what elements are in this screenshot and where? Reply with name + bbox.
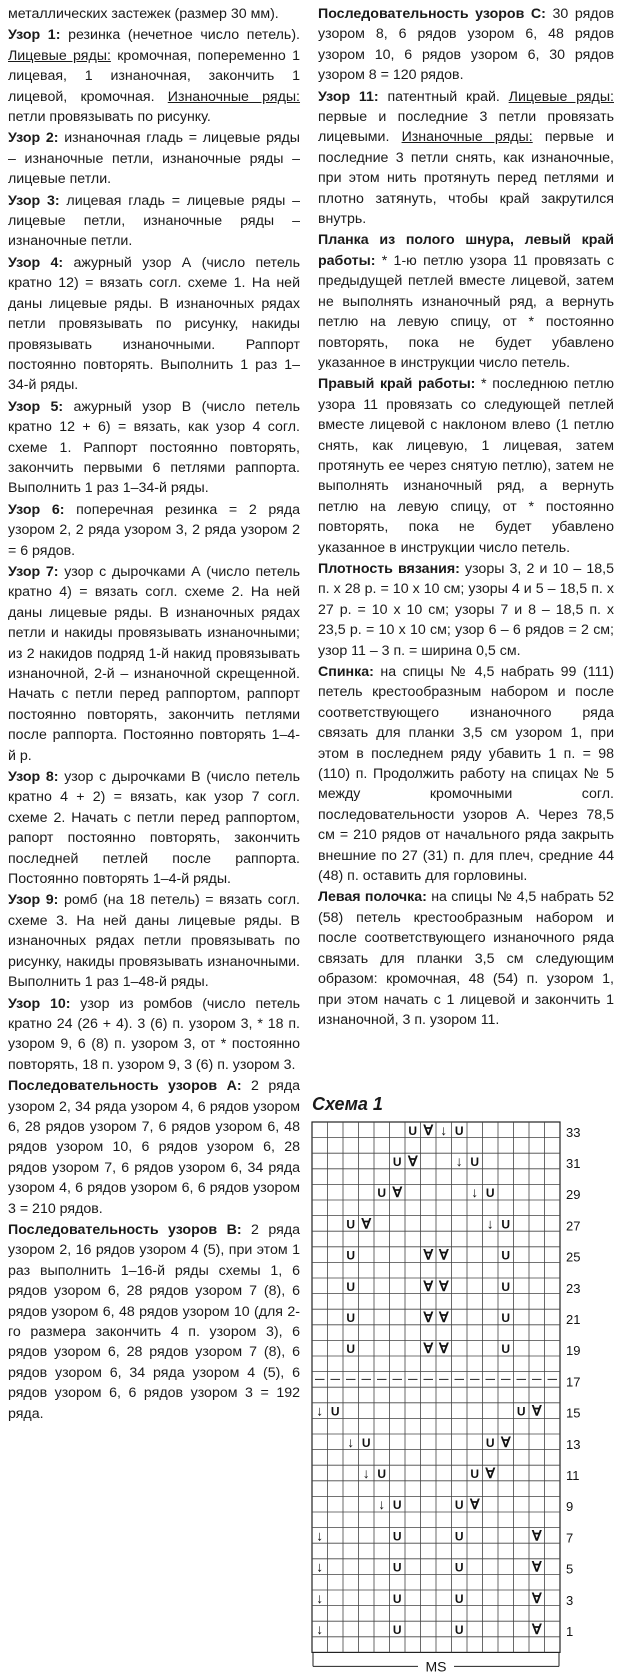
paragraph-text: на спицы № 4,5 набрать 99 (111) петель крестообразным набором и после соответствующего изнаночного ряда связать для планки 3,5 см узором 1, при этом в последнем ряду убавить 1 п. = 98 (110) п. Продолжить работу на спицах № 5 между кромочными согл. последовательности узоров А. Через 78,5 см = 210 рядов от начального ряда закрыть внешние по 27 (31) п. для плеч, средние 44 (48) п. оставить для горловины.	[318, 664, 614, 885]
double-yarn-symbol: ∀	[531, 1558, 542, 1575]
yarn-over-symbol: U	[501, 1279, 511, 1294]
double-yarn-symbol: ∀	[361, 1215, 372, 1232]
row-number-label: 21	[566, 1312, 581, 1328]
row-number-label: 11	[566, 1468, 580, 1484]
yarn-over-symbol: U	[454, 1591, 464, 1606]
decrease-symbol: ↓	[316, 1620, 324, 1637]
double-yarn-symbol: ∀	[531, 1527, 542, 1544]
paragraph-text: изнаночная гладь = лицевые ряды – изнаночные петли, изнаночные ряды – лицевые петли.	[8, 130, 300, 188]
row-number-label: 9	[566, 1499, 574, 1515]
paragraph-text: узор с дырочками В (число петель кратно 4 + 2) = вязать, как узор 7 согл. схеме 2. Начать с петли перед раппортом, рапорт постоянно повторять, закончить последней петлей после раппорта. Постоянно повторять 1–4-й ряды.	[8, 769, 300, 888]
yarn-over-symbol: U	[501, 1310, 511, 1325]
yarn-over-symbol: U	[392, 1529, 402, 1544]
paragraph-heading: Последовательность узоров В:	[8, 1221, 242, 1238]
decrease-symbol: ↓	[378, 1496, 386, 1513]
row-number-label: 29	[566, 1187, 581, 1203]
paragraph-heading: Правый край работы:	[318, 376, 476, 393]
paragraph	[8, 128, 300, 189]
paragraph	[8, 767, 300, 889]
paragraph	[8, 4, 300, 24]
row-number-label: 25	[566, 1249, 581, 1265]
paragraph-heading: Узор 6:	[8, 501, 65, 518]
yarn-over-symbol: U	[516, 1404, 526, 1419]
paragraph	[318, 4, 614, 86]
yarn-over-symbol: U	[346, 1310, 356, 1325]
paragraph-text: металлических застежек (размер 30 мм).	[8, 6, 279, 22]
paragraph	[8, 25, 300, 127]
paragraph-text: поперечная резинка = 2 ряда узором 2, 2 ряда узором 3, 2 ряда узором 2 = 6 рядов.	[8, 501, 300, 559]
double-yarn-symbol: ∀	[485, 1464, 496, 1481]
yarn-over-symbol: U	[377, 1186, 387, 1201]
paragraph-text: резинка (нечетное число петель).	[60, 27, 300, 44]
right-column	[318, 4, 614, 1031]
paragraph-text: узоры 3, 2 и 10 – 18,5 п. x 28 р. = 10 x 10 см; узоры 4 и 5 – 18,5 п. x 27 р. = 10 x 10 см; узоры 7 и 8 – 18,5 п. x 23,5 р. = 10 x 10 см; узор 6 – 6 рядов = 2 см; узор 11 – 3 п. = ширина 0,5 см.	[318, 560, 614, 659]
decrease-symbol: ↓	[455, 1152, 463, 1169]
paragraph	[8, 562, 300, 766]
paragraph-text: 2 ряда узором 2, 16 рядов узором 4 (5), при этом 1 раз выполнить 1–16-й ряды схемы 1, 6 рядов узором 6, 28 рядов узором 7 (8), 6 рядов узором 6, 48 рядов узором 10 (для 2-го размера закончить 4 п. узором 3), 6 рядов узором 6, 28 рядов узором 7 (8), 6 рядов узором 6, 34 ряда узором 4 (5), 6 рядов узором 6, 6 рядов узором 3 = 192 ряда.	[8, 1221, 300, 1422]
yarn-over-symbol: U	[346, 1217, 356, 1232]
yarn-over-symbol: U	[501, 1248, 511, 1263]
decrease-symbol: ↓	[347, 1433, 355, 1450]
row-number-label: 27	[566, 1218, 581, 1234]
paragraph-heading: Узор 11:	[318, 88, 379, 105]
double-yarn-symbol: ∀	[423, 1308, 434, 1325]
double-yarn-symbol: ∀	[438, 1246, 449, 1263]
underlined-label: Лицевые ряды:	[508, 88, 614, 105]
paragraph	[318, 87, 614, 230]
yarn-over-symbol: U	[454, 1560, 464, 1575]
paragraph-text: узор с дырочками А (число петель кратно 4) = вязать согл. схеме 2. На ней даны лицевые ряды. В изнаночных рядах петли и накиды провязывать изнаночными; из 2 накидов подряд 1-й накид провязывать изнаночной, 2-й – изнаночной скрещенной. Начать с петли перед раппортом, раппорт постоянно повторять, закончить петлями после раппорта. Постоянно повторять 1–4-й р.	[8, 563, 300, 764]
paragraph-heading: Узор 1:	[8, 27, 61, 44]
paragraph-heading: Левая полочка:	[318, 889, 427, 906]
paragraph-text: ажурный узор А (число петель кратно 12) = вязать согл. схеме 1. На ней даны лицевые ряды. В изнаночных рядах петли провязывать по рисунку, накиды провязывать изнаночными. Раппорт постоянно повторять. Выполнить 1 раз 1–34-й ряды.	[8, 254, 300, 394]
yarn-over-symbol: U	[470, 1154, 480, 1169]
yarn-over-symbol: U	[501, 1217, 511, 1232]
yarn-over-symbol: U	[501, 1342, 511, 1357]
paragraph-heading: Узор 5:	[8, 398, 64, 415]
paragraph	[318, 887, 614, 1030]
double-yarn-symbol: ∀	[531, 1589, 542, 1606]
yarn-over-symbol: U	[485, 1186, 495, 1201]
paragraph	[318, 230, 614, 373]
double-yarn-symbol: ∀	[423, 1277, 434, 1294]
paragraph	[318, 662, 614, 886]
row-number-label: 7	[566, 1530, 574, 1546]
yarn-over-symbol: U	[392, 1154, 402, 1169]
decrease-symbol: ↓	[316, 1402, 324, 1419]
paragraph	[8, 1076, 300, 1219]
row-number-label: 5	[566, 1561, 574, 1577]
ms-label: MS	[425, 1658, 447, 1674]
double-yarn-symbol: ∀	[438, 1277, 449, 1294]
paragraph-text: патентный край.	[378, 88, 509, 105]
row-number-label: 19	[566, 1343, 581, 1359]
paragraph-heading: Спинка:	[318, 664, 374, 680]
underlined-label: Лицевые ряды:	[8, 47, 111, 64]
left-column	[8, 4, 300, 1425]
paragraph-heading: Узор 9:	[8, 892, 59, 909]
yarn-over-symbol: U	[392, 1560, 402, 1575]
yarn-over-symbol: U	[454, 1123, 464, 1138]
paragraph-heading: Узор 10:	[8, 995, 71, 1012]
decrease-symbol: ↓	[486, 1215, 494, 1232]
scheme-grid	[306, 1094, 616, 1674]
paragraph-heading: Планка из полого шнура, левый край работы:	[318, 232, 614, 269]
double-yarn-symbol: ∀	[500, 1433, 511, 1450]
paragraph	[318, 559, 614, 661]
yarn-over-symbol: U	[346, 1279, 356, 1294]
row-number-label: 13	[566, 1436, 581, 1452]
paragraph-text: лицевая гладь = лицевые ряды – лицевые петли, изнаночные ряды – изнаночные петли.	[8, 192, 300, 250]
paragraph-text: * 1-ю петлю узора 11 провязать с предыдущей петлей вместе лицевой, затем не выполнять изнаночный ряд, а вернуть петлю на левую спицу, от * постоянно повторять, пока не будет убавлено указанное в инструкции число петель.	[318, 252, 614, 371]
double-yarn-symbol: ∀	[531, 1402, 542, 1419]
double-yarn-symbol: ∀	[407, 1152, 418, 1169]
double-yarn-symbol: ∀	[469, 1496, 480, 1513]
double-yarn-symbol: ∀	[423, 1340, 434, 1357]
row-number-label: 3	[566, 1592, 574, 1608]
row-number-label: 23	[566, 1280, 581, 1296]
double-yarn-symbol: ∀	[392, 1184, 403, 1201]
yarn-over-symbol: U	[392, 1498, 402, 1513]
yarn-over-symbol: U	[392, 1622, 402, 1637]
row-number-label: 1	[566, 1624, 574, 1640]
decrease-symbol: ↓	[440, 1121, 448, 1138]
row-number-label: 15	[566, 1405, 581, 1421]
paragraph-heading: Узор 3:	[8, 192, 60, 209]
yarn-over-symbol: U	[377, 1466, 387, 1481]
yarn-over-symbol: U	[454, 1622, 464, 1637]
decrease-symbol: ↓	[316, 1558, 324, 1575]
paragraph	[8, 191, 300, 252]
paragraph-text: 2 ряда узором 2, 34 ряда узором 4, 6 рядов узором 6, 28 рядов узором 7, 6 рядов узором 6, 48 рядов узором 10, 6 рядов узором 6, 28 рядов узором 7, 6 рядов узором 6, 34 ряда узором 4, 6 рядов узором 6, 6 рядов узором 3 = 210 рядов.	[8, 1078, 300, 1217]
paragraph-heading: Последовательность узоров С:	[318, 6, 546, 22]
paragraph-text: 30 рядов узором 8, 6 рядов узором 6, 48 рядов узором 10, 6 рядов узором 6, 30 рядов узором 8 = 120 рядов.	[318, 6, 614, 84]
double-yarn-symbol: ∀	[438, 1340, 449, 1357]
paragraph-text: первые и последние 3 петли снять, как изнаночные, при этом нить протянуть перед петлями и плотно затянуть, чтобы край закрутился внутрь.	[318, 129, 614, 228]
paragraph	[8, 890, 300, 992]
underlined-label: Изнаночные ряды:	[401, 129, 533, 146]
yarn-over-symbol: U	[454, 1529, 464, 1544]
yarn-over-symbol: U	[408, 1123, 418, 1138]
yarn-over-symbol: U	[454, 1498, 464, 1513]
decrease-symbol: ↓	[316, 1589, 324, 1606]
paragraph-text: * последнюю петлю узора 11 провязать со следующей петлей вместе лицевой с наклоном влево (1 петлю снять, как лицевую, 1 лицевая, затем протянуть ее через снятую петлю), затем не выполнять изнаночный ряд, а вернуть петлю на левую спицу, от * постоянно повторять, пока не будет убавлено указанное в инструкции число петель.	[318, 376, 614, 556]
yarn-over-symbol: U	[392, 1591, 402, 1606]
yarn-over-symbol: U	[346, 1248, 356, 1263]
paragraph-text: на спицы № 4,5 набрать 52 (58) петель крестообразным набором и после соответствующего изнаночного ряда связать для планки 3,5 см следующим образом: кромочная, 48 (54) п. узором 1, при этом начать с 1 лицевой и закончить 1 изнаночной, 3 п. узором 11.	[318, 889, 614, 1028]
paragraph	[8, 1220, 300, 1424]
paragraph	[8, 500, 300, 561]
paragraph	[8, 994, 300, 1076]
paragraph	[8, 397, 300, 499]
paragraph-text: первые и последние 3 петли провязать лицевыми.	[318, 109, 614, 146]
yarn-over-symbol: U	[470, 1466, 480, 1481]
paragraph-heading: Последовательность узоров А:	[8, 1078, 242, 1095]
yarn-over-symbol: U	[361, 1435, 371, 1450]
paragraph-text: петли провязывать по рисунку.	[8, 109, 211, 126]
double-yarn-symbol: ∀	[423, 1121, 434, 1138]
paragraph-heading: Узор 2:	[8, 130, 59, 147]
underlined-label: Изнаночные ряды:	[167, 88, 301, 105]
row-number-label: 31	[566, 1156, 581, 1172]
decrease-symbol: ↓	[316, 1527, 324, 1544]
decrease-symbol: ↓	[471, 1184, 479, 1201]
paragraph-text: кромочная, попеременно 1 лицевая, 1 изнаночная, закончить 1 лицевой, кромочная.	[8, 47, 300, 105]
decrease-symbol: ↓	[362, 1464, 370, 1481]
paragraph-text: ромб (на 18 петель) = вязать согл. схеме 3. На ней даны лицевые ряды. В изнаночных рядах петли провязывать по рисунку, накиды провязывать изнаночными. Выполнить 1 раз 1–48-й ряды.	[8, 892, 300, 991]
yarn-over-symbol: U	[330, 1404, 340, 1419]
paragraph-heading: Плотность вязания:	[318, 560, 460, 577]
paragraph-heading: Узор 8:	[8, 769, 59, 786]
double-yarn-symbol: ∀	[438, 1308, 449, 1325]
scheme-title: Схема 1	[312, 1094, 383, 1114]
paragraph-heading: Узор 4:	[8, 254, 64, 271]
paragraph-heading: Узор 7:	[8, 563, 59, 580]
paragraph-text: ажурный узор В (число петель кратно 12 + 6) = вязать, как узор 4 согл. схеме 1. Раппорт постоянно повторять, закончить первыми 6 петлями раппорта. Выполнить 1 раз 1–34-й ряды.	[8, 398, 300, 497]
row-number-label: 17	[566, 1374, 581, 1390]
paragraph	[318, 374, 614, 558]
yarn-over-symbol: U	[346, 1342, 356, 1357]
paragraph	[8, 253, 300, 396]
scheme-1	[306, 1094, 616, 1674]
double-yarn-symbol: ∀	[423, 1246, 434, 1263]
paragraph-text: узор из ромбов (число петель кратно 24 (26 + 4). 3 (6) п. узором 3, * 18 п. узором 9, 6 (8) п. узором 3, от * постоянно повторять, 18 п. узором 9, 3 (6) п. узором 3.	[8, 995, 300, 1073]
row-number-label: 33	[566, 1124, 581, 1140]
double-yarn-symbol: ∀	[531, 1620, 542, 1637]
yarn-over-symbol: U	[485, 1435, 495, 1450]
